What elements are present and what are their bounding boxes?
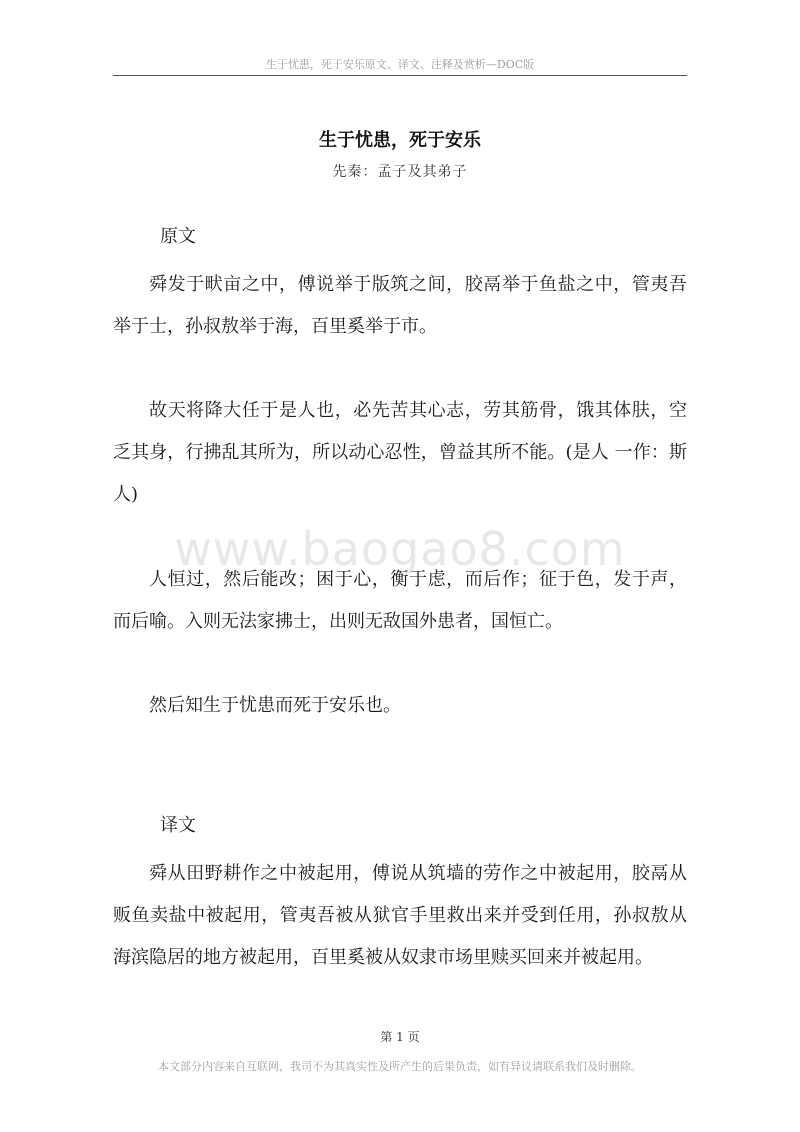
- paragraph-text: 舜发于畎亩之中，傅说举于版筑之间，胶鬲举于鱼盐之中，管夷吾举于士，孙叔敖举于海，百里奚举于市。: [113, 274, 687, 337]
- header-divider: [113, 75, 687, 76]
- watermark-text: www.baogao8.com: [174, 522, 626, 576]
- page-number: 第 1 页: [380, 1030, 420, 1044]
- section-heading-original: 原文: [160, 226, 196, 247]
- paragraph-text: 人恒过，然后能改；困于心，衡于虑，而后作；征于色，发于声，而后喻。入则无法家拂士，出则无敌国外患者，国恒亡。: [113, 569, 687, 632]
- document-title: 生于忧患，死于安乐: [319, 130, 481, 151]
- section-heading-translation: 译文: [160, 815, 196, 836]
- footer-disclaimer: 本文部分内容来自互联网，我司不为其真实性及所产生的后果负责，如有异议请联系我们及时删除。: [158, 1060, 642, 1073]
- running-header: 生于忧患，死于安乐原文、译文、注释及赏析—DOC版: [265, 58, 535, 71]
- document-author: 先秦：孟子及其弟子: [332, 164, 468, 180]
- original-paragraph-3: [113, 559, 687, 643]
- paragraph-text: 然后知生于忧患而死于安乐也。: [149, 695, 401, 716]
- original-paragraph-4: [113, 685, 687, 727]
- translation-paragraph-1: [113, 853, 687, 979]
- original-paragraph-1: [113, 264, 687, 348]
- original-paragraph-2: [113, 390, 687, 516]
- paragraph-text: 故天将降大任于是人也，必先苦其心志，劳其筋骨，饿其体肤，空乏其身，行拂乱其所为，所以动心忍性，曾益其所不能。(是人 一作：斯人): [113, 400, 687, 505]
- paragraph-text: 舜从田野耕作之中被起用，傅说从筑墙的劳作之中被起用，胶鬲从贩鱼卖盐中被起用，管夷吾被从狱官手里救出来并受到任用，孙叔敖从海滨隐居的地方被起用，百里奚被从奴隶市场里赎买回来并被起用。: [113, 863, 687, 968]
